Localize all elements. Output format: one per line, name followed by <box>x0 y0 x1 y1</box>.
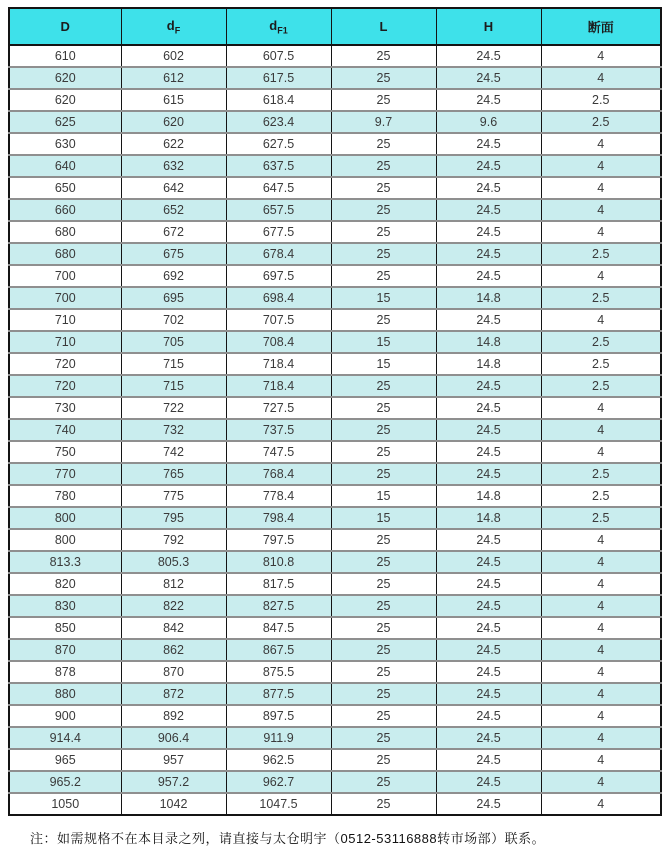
table-cell: 25 <box>331 309 436 331</box>
column-header-2: $d_F$ <box>121 8 226 45</box>
table-cell: 737.5 <box>226 419 331 441</box>
table-cell: 720 <box>9 375 121 397</box>
table-cell: 25 <box>331 683 436 705</box>
table-cell: 822 <box>121 595 226 617</box>
table-cell: 25 <box>331 155 436 177</box>
table-row <box>9 199 661 221</box>
table-cell: 700 <box>9 265 121 287</box>
table-cell: 870 <box>9 639 121 661</box>
table-row <box>9 683 661 705</box>
table-cell: 25 <box>331 441 436 463</box>
table-cell: 698.4 <box>226 287 331 309</box>
table-cell: 911.9 <box>226 727 331 749</box>
table-row <box>9 485 661 507</box>
table-cell: 25 <box>331 397 436 419</box>
table-cell: 15 <box>331 287 436 309</box>
table-cell: 4 <box>541 529 661 551</box>
table-cell: 24.5 <box>436 419 541 441</box>
table-cell: 4 <box>541 45 661 67</box>
table-row <box>9 793 661 815</box>
table-cell: 957.2 <box>121 771 226 793</box>
table-cell: 24.5 <box>436 309 541 331</box>
table-cell: 25 <box>331 551 436 573</box>
table-cell: 623.4 <box>226 111 331 133</box>
table-row <box>9 309 661 331</box>
table-cell: 872 <box>121 683 226 705</box>
table-cell: 24.5 <box>436 177 541 199</box>
table-cell: 24.5 <box>436 89 541 111</box>
table-cell: 24.5 <box>436 683 541 705</box>
table-row <box>9 749 661 771</box>
table-cell: 715 <box>121 375 226 397</box>
table-cell: 640 <box>9 155 121 177</box>
table-cell: 25 <box>331 199 436 221</box>
table-cell: 9.7 <box>331 111 436 133</box>
table-cell: 770 <box>9 463 121 485</box>
table-cell: 675 <box>121 243 226 265</box>
table-cell: 4 <box>541 551 661 573</box>
table-cell: 906.4 <box>121 727 226 749</box>
footer-note: 注：如需规格不在本目录之列，请直接与太仓明宇（0512-53116888转市场部）联系。 <box>30 831 546 846</box>
table-cell: 768.4 <box>226 463 331 485</box>
table-row <box>9 67 661 89</box>
table-cell: 710 <box>9 309 121 331</box>
spec-table <box>8 7 662 816</box>
table-cell: 965 <box>9 749 121 771</box>
table-cell: 1050 <box>9 793 121 815</box>
table-cell: 897.5 <box>226 705 331 727</box>
table-cell: 4 <box>541 221 661 243</box>
table-cell: 722 <box>121 397 226 419</box>
table-cell: 25 <box>331 771 436 793</box>
table-cell: 797.5 <box>226 529 331 551</box>
table-cell: 618.4 <box>226 89 331 111</box>
table-cell: 4 <box>541 397 661 419</box>
table-cell: 25 <box>331 67 436 89</box>
table-cell: 2.5 <box>541 375 661 397</box>
table-cell: 850 <box>9 617 121 639</box>
table-cell: 867.5 <box>226 639 331 661</box>
table-cell: 642 <box>121 177 226 199</box>
table-cell: 4 <box>541 67 661 89</box>
table-cell: 650 <box>9 177 121 199</box>
column-header-4: L <box>331 8 436 45</box>
table-cell: 715 <box>121 353 226 375</box>
table-cell: 718.4 <box>226 375 331 397</box>
table-cell: 24.5 <box>436 793 541 815</box>
table-cell: 24.5 <box>436 221 541 243</box>
table-cell: 740 <box>9 419 121 441</box>
table-cell: 878 <box>9 661 121 683</box>
table-row <box>9 375 661 397</box>
table-row <box>9 771 661 793</box>
table-cell: 732 <box>121 419 226 441</box>
table-row <box>9 265 661 287</box>
table-cell: 24.5 <box>436 771 541 793</box>
table-cell: 862 <box>121 639 226 661</box>
table-cell: 2.5 <box>541 287 661 309</box>
table-cell: 25 <box>331 529 436 551</box>
table-row <box>9 463 661 485</box>
table-cell: 672 <box>121 221 226 243</box>
table-cell: 15 <box>331 353 436 375</box>
table-cell: 4 <box>541 309 661 331</box>
table-cell: 24.5 <box>436 573 541 595</box>
table-cell: 710 <box>9 331 121 353</box>
table-cell: 25 <box>331 661 436 683</box>
table-cell: 708.4 <box>226 331 331 353</box>
table-cell: 25 <box>331 573 436 595</box>
table-cell: 4 <box>541 793 661 815</box>
table-row <box>9 397 661 419</box>
table-cell: 4 <box>541 419 661 441</box>
table-row <box>9 221 661 243</box>
table-cell: 632 <box>121 155 226 177</box>
table-cell: 612 <box>121 67 226 89</box>
table-cell: 25 <box>331 45 436 67</box>
table-cell: 630 <box>9 133 121 155</box>
table-cell: 25 <box>331 133 436 155</box>
table-cell: 2.5 <box>541 111 661 133</box>
table-row <box>9 661 661 683</box>
table-cell: 718.4 <box>226 353 331 375</box>
table-cell: 798.4 <box>226 507 331 529</box>
table-cell: 2.5 <box>541 243 661 265</box>
table-cell: 24.5 <box>436 551 541 573</box>
table-cell: 24.5 <box>436 155 541 177</box>
table-cell: 2.5 <box>541 507 661 529</box>
table-cell: 24.5 <box>436 375 541 397</box>
table-cell: 727.5 <box>226 397 331 419</box>
table-cell: 680 <box>9 243 121 265</box>
table-cell: 692 <box>121 265 226 287</box>
table-cell: 25 <box>331 419 436 441</box>
table-cell: 695 <box>121 287 226 309</box>
table-cell: 962.7 <box>226 771 331 793</box>
table-cell: 652 <box>121 199 226 221</box>
table-row <box>9 507 661 529</box>
table-cell: 962.5 <box>226 749 331 771</box>
table-cell: 4 <box>541 617 661 639</box>
table-cell: 610 <box>9 45 121 67</box>
table-cell: 4 <box>541 573 661 595</box>
table-cell: 24.5 <box>436 243 541 265</box>
table-row <box>9 617 661 639</box>
table-cell: 795 <box>121 507 226 529</box>
table-cell: 880 <box>9 683 121 705</box>
table-cell: 24.5 <box>436 617 541 639</box>
table-cell: 842 <box>121 617 226 639</box>
table-cell: 800 <box>9 529 121 551</box>
table-cell: 24.5 <box>436 727 541 749</box>
table-cell: 627.5 <box>226 133 331 155</box>
table-cell: 2.5 <box>541 353 661 375</box>
table-cell: 4 <box>541 595 661 617</box>
table-row <box>9 133 661 155</box>
table-cell: 617.5 <box>226 67 331 89</box>
table-cell: 14.8 <box>436 485 541 507</box>
table-cell: 24.5 <box>436 661 541 683</box>
table-cell: 697.5 <box>226 265 331 287</box>
table-row <box>9 331 661 353</box>
table-cell: 657.5 <box>226 199 331 221</box>
table-cell: 4 <box>541 199 661 221</box>
table-cell: 25 <box>331 375 436 397</box>
column-header-3: $d_{F1}$ <box>226 8 331 45</box>
table-cell: 1047.5 <box>226 793 331 815</box>
table-cell: 2.5 <box>541 485 661 507</box>
table-cell: 620 <box>9 67 121 89</box>
table-row <box>9 45 661 67</box>
column-header-1: D <box>9 8 121 45</box>
table-row <box>9 529 661 551</box>
table-cell: 15 <box>331 485 436 507</box>
table-cell: 792 <box>121 529 226 551</box>
table-cell: 24.5 <box>436 705 541 727</box>
table-cell: 875.5 <box>226 661 331 683</box>
table-cell: 4 <box>541 155 661 177</box>
table-cell: 812 <box>121 573 226 595</box>
table-cell: 780 <box>9 485 121 507</box>
table-cell: 830 <box>9 595 121 617</box>
table-cell: 720 <box>9 353 121 375</box>
column-header-5: H <box>436 8 541 45</box>
table-row <box>9 177 661 199</box>
table-cell: 4 <box>541 683 661 705</box>
table-cell: 827.5 <box>226 595 331 617</box>
table-cell: 25 <box>331 705 436 727</box>
table-cell: 817.5 <box>226 573 331 595</box>
table-cell: 620 <box>121 111 226 133</box>
table-cell: 14.8 <box>436 331 541 353</box>
table-cell: 678.4 <box>226 243 331 265</box>
table-cell: 820 <box>9 573 121 595</box>
table-cell: 810.8 <box>226 551 331 573</box>
table-cell: 4 <box>541 727 661 749</box>
table-cell: 637.5 <box>226 155 331 177</box>
table-cell: 602 <box>121 45 226 67</box>
table-row <box>9 551 661 573</box>
table-body <box>9 45 661 815</box>
table-cell: 24.5 <box>436 463 541 485</box>
table-cell: 765 <box>121 463 226 485</box>
table-cell: 14.8 <box>436 507 541 529</box>
table-cell: 24.5 <box>436 441 541 463</box>
table-cell: 1042 <box>121 793 226 815</box>
table-cell: 4 <box>541 639 661 661</box>
table-cell: 2.5 <box>541 89 661 111</box>
table-cell: 24.5 <box>436 67 541 89</box>
table-cell: 877.5 <box>226 683 331 705</box>
table-cell: 607.5 <box>226 45 331 67</box>
table-cell: 25 <box>331 727 436 749</box>
table-cell: 24.5 <box>436 397 541 419</box>
table-cell: 24.5 <box>436 45 541 67</box>
table-cell: 870 <box>121 661 226 683</box>
table-cell: 25 <box>331 793 436 815</box>
table-row <box>9 705 661 727</box>
table-cell: 25 <box>331 221 436 243</box>
table-cell: 702 <box>121 309 226 331</box>
table-cell: 730 <box>9 397 121 419</box>
table-cell: 705 <box>121 331 226 353</box>
table-cell: 900 <box>9 705 121 727</box>
table-cell: 25 <box>331 617 436 639</box>
table-cell: 2.5 <box>541 463 661 485</box>
table-row <box>9 727 661 749</box>
table-cell: 4 <box>541 705 661 727</box>
table-cell: 15 <box>331 507 436 529</box>
table-cell: 4 <box>541 771 661 793</box>
table-cell: 847.5 <box>226 617 331 639</box>
table-cell: 25 <box>331 595 436 617</box>
table-cell: 677.5 <box>226 221 331 243</box>
table-cell: 4 <box>541 749 661 771</box>
table-cell: 4 <box>541 441 661 463</box>
table-row <box>9 595 661 617</box>
table-cell: 9.6 <box>436 111 541 133</box>
table-cell: 24.5 <box>436 529 541 551</box>
table-cell: 4 <box>541 177 661 199</box>
table-cell: 15 <box>331 331 436 353</box>
table-cell: 25 <box>331 639 436 661</box>
table-cell: 805.3 <box>121 551 226 573</box>
table-cell: 778.4 <box>226 485 331 507</box>
table-cell: 892 <box>121 705 226 727</box>
table-cell: 647.5 <box>226 177 331 199</box>
table-row <box>9 155 661 177</box>
table-row <box>9 573 661 595</box>
table-cell: 24.5 <box>436 639 541 661</box>
table-cell: 25 <box>331 463 436 485</box>
table-cell: 620 <box>9 89 121 111</box>
table-cell: 680 <box>9 221 121 243</box>
table-row <box>9 639 661 661</box>
table-cell: 4 <box>541 661 661 683</box>
table-row <box>9 353 661 375</box>
table-header <box>9 8 661 45</box>
table-cell: 2.5 <box>541 331 661 353</box>
table-cell: 957 <box>121 749 226 771</box>
column-header-6: 断面 <box>541 8 661 45</box>
table-cell: 775 <box>121 485 226 507</box>
table-row <box>9 89 661 111</box>
table-cell: 700 <box>9 287 121 309</box>
table-cell: 25 <box>331 265 436 287</box>
table-cell: 24.5 <box>436 749 541 771</box>
table-cell: 24.5 <box>436 595 541 617</box>
table-cell: 707.5 <box>226 309 331 331</box>
table-cell: 622 <box>121 133 226 155</box>
table-row <box>9 441 661 463</box>
table-row <box>9 111 661 133</box>
table-cell: 4 <box>541 133 661 155</box>
table-cell: 747.5 <box>226 441 331 463</box>
table-cell: 965.2 <box>9 771 121 793</box>
table-cell: 914.4 <box>9 727 121 749</box>
table-cell: 24.5 <box>436 133 541 155</box>
table-cell: 24.5 <box>436 199 541 221</box>
table-row <box>9 287 661 309</box>
table-cell: 625 <box>9 111 121 133</box>
table-cell: 25 <box>331 89 436 111</box>
table-row <box>9 243 661 265</box>
table-cell: 813.3 <box>9 551 121 573</box>
table-header-row <box>9 8 661 45</box>
table-cell: 4 <box>541 265 661 287</box>
table-cell: 25 <box>331 749 436 771</box>
table-cell: 660 <box>9 199 121 221</box>
table-cell: 615 <box>121 89 226 111</box>
table-row <box>9 419 661 441</box>
table-cell: 25 <box>331 243 436 265</box>
table-cell: 14.8 <box>436 353 541 375</box>
table-cell: 742 <box>121 441 226 463</box>
table-cell: 14.8 <box>436 287 541 309</box>
table-cell: 25 <box>331 177 436 199</box>
table-cell: 24.5 <box>436 265 541 287</box>
table-cell: 750 <box>9 441 121 463</box>
table-cell: 800 <box>9 507 121 529</box>
